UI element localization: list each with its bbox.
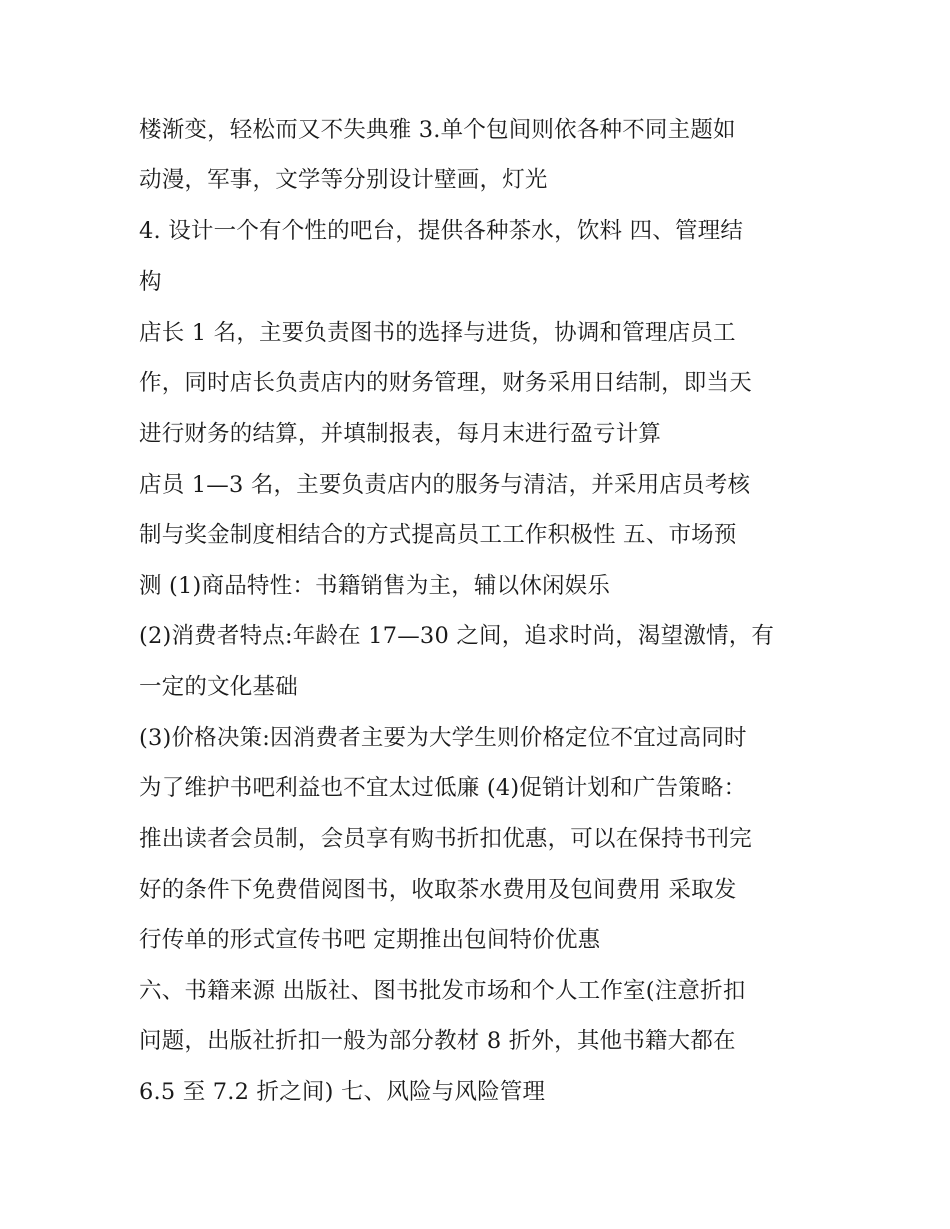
text-line-15: 推出读者会员制，会员享有购书折扣优惠，可以在保持书刊完 <box>139 826 752 852</box>
text-line-8: 店员 1—3 名，主要负责店内的服务与清洁，并采用店员考核 <box>139 472 751 498</box>
text-line-5: 店长 1 名，主要负责图书的选择与进货，协调和管理店员工 <box>139 320 736 346</box>
text-line-17: 行传单的形式宣传书吧 定期推出包间特价优惠 <box>139 927 601 953</box>
text-line-20: 6.5 至 7.2 折之间) 七、风险与风险管理 <box>139 1079 546 1105</box>
text-line-18: 六、书籍来源 出版社、图书批发市场和个人工作室(注意折扣 <box>139 978 746 1004</box>
text-line-6: 作，同时店长负责店内的财务管理，财务采用日结制，即当天 <box>139 370 752 396</box>
text-line-19: 问题，出版社折扣一般为部分教材 8 折外，其他书籍大都在 <box>139 1028 736 1054</box>
text-line-9: 制与奖金制度相结合的方式提高员工工作积极性 五、市场预 <box>139 522 737 548</box>
text-line-14: 为了维护书吧利益也不宜太过低廉 (4)促销计划和广告策略： <box>139 775 747 801</box>
text-line-11: (2)消费者特点:年龄在 17—30 之间，追求时尚，渴望激情，有 <box>139 623 775 649</box>
text-line-16: 好的条件下免费借阅图书，收取茶水费用及包间费用 采取发 <box>139 877 737 903</box>
text-line-3: 4. 设计一个有个性的吧台，提供各种茶水，饮料 四、管理结 <box>139 218 744 244</box>
text-line-4: 构 <box>139 269 162 295</box>
text-line-12: 一定的文化基础 <box>139 674 298 700</box>
text-line-1: 楼渐变，轻松而又不失典雅 3.单个包间则依各种不同主题如 <box>139 117 736 143</box>
text-line-10: 测 (1)商品特性：书籍销售为主，辅以休闲娱乐 <box>139 573 611 599</box>
text-line-2: 动漫，军事，文学等分别设计壁画，灯光 <box>139 167 548 193</box>
text-line-13: (3)价格决策:因消费者主要为大学生则价格定位不宜过高同时 <box>139 725 747 751</box>
text-line-7: 进行财务的结算，并填制报表，每月末进行盈亏计算 <box>139 421 662 447</box>
